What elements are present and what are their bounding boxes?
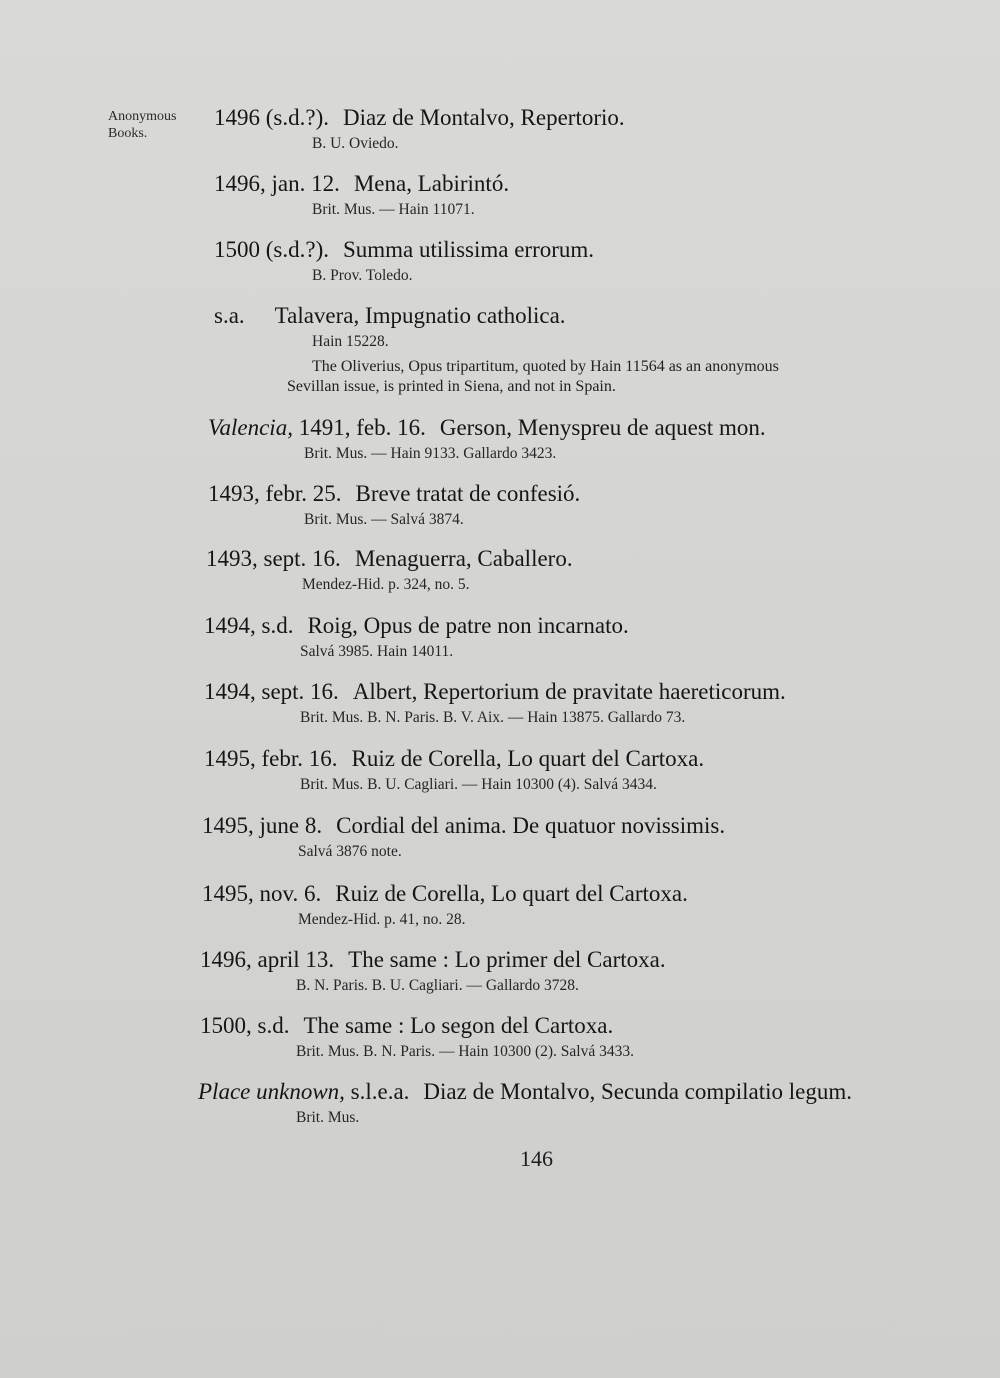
entry-date: 1495, febr. 16. [204, 746, 338, 771]
entry-title: Menaguerra, Caballero. [354, 546, 573, 571]
entry-references: Brit. Mus. B. N. Paris. B. V. Aix. — Hain 13875. Gallardo 73. [300, 709, 686, 726]
margin-note-line: Anonymous [108, 109, 177, 124]
entry-place: Place unknown, [198, 1079, 345, 1104]
entry-title: Breve tratat de confesió. [355, 481, 581, 506]
entry-title: Gerson, Menyspreu de aquest mon. [439, 415, 766, 440]
entry-place: Valencia, [208, 415, 293, 440]
bibliography-entry [204, 678, 786, 728]
entry-title: Talavera, Impugnatio catholica. [274, 303, 566, 328]
entry-title: Mena, Labirintó. [353, 171, 510, 196]
entry-date: 1491, feb. 16. [298, 415, 426, 440]
bibliography-entry [214, 236, 594, 286]
entry-title: Albert, Repertorium de pravitate haereticorum. [352, 679, 786, 704]
entry-title: Cordial del anima. De quatuor novissimis. [336, 813, 726, 838]
bibliography-entry [214, 170, 509, 220]
entry-date: 1493, febr. 25. [208, 481, 342, 506]
entry-references: Brit. Mus. B. U. Cagliari. — Hain 10300 (4). Salvá 3434. [300, 776, 657, 793]
page-number: 146 [520, 1146, 553, 1171]
entry-date: 1495, nov. 6. [202, 881, 322, 906]
entry-references: Brit. Mus. [296, 1109, 360, 1126]
entry-date: s.a. [214, 303, 245, 328]
entry-references: Mendez-Hid. p. 41, no. 28. [298, 911, 466, 928]
bibliography-entry [206, 545, 573, 595]
entry-title: The same : Lo segon del Cartoxa. [303, 1013, 614, 1038]
entry-references: Salvá 3985. Hain 14011. [300, 643, 454, 660]
entry-references: Hain 15228. [312, 333, 389, 350]
entry-date: s.l.e.a. [350, 1079, 410, 1104]
bibliography-entry [208, 414, 766, 464]
entry-date: 1493, sept. 16. [206, 546, 341, 571]
bibliography-entry [214, 302, 566, 352]
entry-date: 1495, june 8. [202, 813, 323, 838]
bibliography-entry [208, 480, 580, 530]
entry-title: Diaz de Montalvo, Secunda compilatio legum. [423, 1079, 853, 1104]
entry-date: 1500, s.d. [200, 1013, 290, 1038]
bibliography-entry [200, 1012, 634, 1062]
entry-date: 1496, april 13. [200, 947, 335, 972]
entry-references: Salvá 3876 note. [298, 843, 402, 860]
bibliography-entry [202, 880, 688, 930]
bibliography-entry [202, 812, 725, 862]
bibliography-entry [204, 745, 704, 795]
entry-references: B. Prov. Toledo. [312, 267, 413, 284]
entry-date: 1496, jan. 12. [214, 171, 340, 196]
entry-references: Brit. Mus. — Salvá 3874. [304, 511, 464, 528]
bibliography-entry [198, 1078, 852, 1128]
entry-title: The same : Lo primer del Cartoxa. [348, 947, 666, 972]
entry-title: Roig, Opus de patre non incarnato. [307, 613, 629, 638]
entry-note: The Oliverius, Opus tripartitum, quoted by Hain 11564 as an anonymous [312, 358, 779, 375]
bibliography-entry [200, 946, 666, 996]
entry-references: B. U. Oviedo. [312, 135, 399, 152]
entry-references: Brit. Mus. — Hain 11071. [312, 201, 475, 218]
entry-date: 1500 (s.d.?). [214, 237, 329, 262]
entry-note: Sevillan issue, is printed in Siena, and not in Spain. [287, 378, 616, 395]
entry-title: Diaz de Montalvo, Repertorio. [342, 105, 625, 130]
entry-references: Brit. Mus. B. N. Paris. — Hain 10300 (2). Salvá 3433. [296, 1043, 634, 1060]
entry-title: Ruiz de Corella, Lo quart del Cartoxa. [335, 881, 688, 906]
entry-date: 1494, s.d. [204, 613, 294, 638]
entry-references: Mendez-Hid. p. 324, no. 5. [302, 576, 470, 593]
entry-references: Brit. Mus. — Hain 9133. Gallardo 3423. [304, 445, 557, 462]
margin-note [108, 108, 176, 142]
margin-note-line: Books. [108, 126, 148, 141]
entry-title: Ruiz de Corella, Lo quart del Cartoxa. [351, 746, 705, 771]
entry-date: 1494, sept. 16. [204, 679, 339, 704]
bibliography-entry [204, 612, 629, 662]
entry-title: Summa utilissima errorum. [342, 237, 595, 262]
entry-date: 1496 (s.d.?). [214, 105, 329, 130]
bibliography-entry [214, 104, 625, 154]
entry-references: B. N. Paris. B. U. Cagliari. — Gallardo 3728. [296, 977, 579, 994]
